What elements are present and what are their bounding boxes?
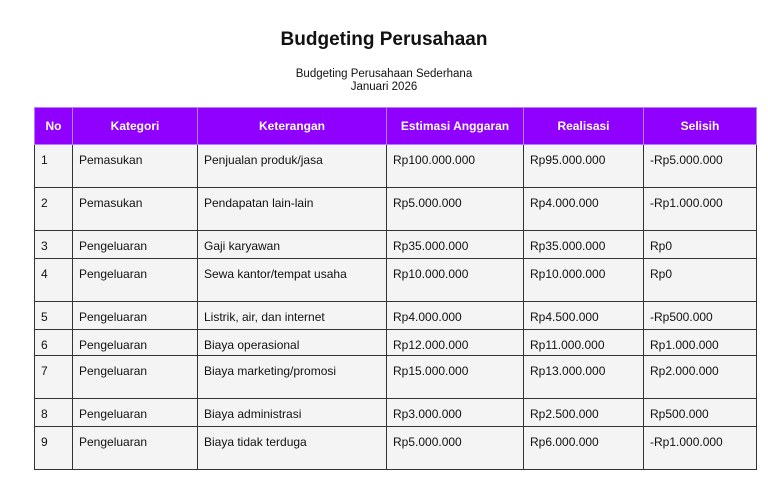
cell-selisih: -Rp1.000.000 bbox=[644, 188, 757, 231]
table-row bbox=[35, 302, 757, 330]
cell-selisih: Rp0 bbox=[644, 259, 757, 302]
page-title: Budgeting Perusahaan bbox=[280, 29, 488, 50]
cell-kategori: Pengeluaran bbox=[73, 427, 198, 470]
cell-kategori: Pengeluaran bbox=[73, 302, 198, 330]
subtitle-line-1: Budgeting Perusahaan Sederhana bbox=[295, 68, 473, 80]
cell-selisih: -Rp5.000.000 bbox=[644, 145, 757, 188]
cell-no: 9 bbox=[35, 427, 73, 470]
table-row bbox=[35, 188, 757, 231]
cell-no: 4 bbox=[35, 259, 73, 302]
cell-selisih: Rp2.000.000 bbox=[644, 356, 757, 399]
cell-kategori: Pengeluaran bbox=[73, 259, 198, 302]
cell-no: 6 bbox=[35, 330, 73, 356]
cell-estimasi: Rp10.000.000 bbox=[387, 259, 524, 302]
cell-selisih: -Rp500.000 bbox=[644, 302, 757, 330]
cell-realisasi: Rp35.000.000 bbox=[524, 231, 644, 259]
cell-no: 1 bbox=[35, 145, 73, 188]
cell-kategori: Pemasukan bbox=[73, 188, 198, 231]
cell-realisasi: Rp11.000.000 bbox=[524, 330, 644, 356]
table-row bbox=[35, 330, 757, 356]
cell-estimasi: Rp5.000.000 bbox=[387, 188, 524, 231]
cell-keterangan: Biaya tidak terduga bbox=[198, 427, 387, 470]
cell-kategori: Pengeluaran bbox=[73, 330, 198, 356]
cell-selisih: Rp1.000.000 bbox=[644, 330, 757, 356]
cell-kategori: Pengeluaran bbox=[73, 231, 198, 259]
cell-no: 5 bbox=[35, 302, 73, 330]
cell-realisasi: Rp2.500.000 bbox=[524, 399, 644, 427]
cell-realisasi: Rp13.000.000 bbox=[524, 356, 644, 399]
cell-keterangan: Biaya operasional bbox=[198, 330, 387, 356]
cell-estimasi: Rp5.000.000 bbox=[387, 427, 524, 470]
cell-realisasi: Rp4.000.000 bbox=[524, 188, 644, 231]
header-no: No bbox=[35, 108, 73, 145]
cell-realisasi: Rp95.000.000 bbox=[524, 145, 644, 188]
cell-estimasi: Rp3.000.000 bbox=[387, 399, 524, 427]
budget-table bbox=[34, 107, 757, 470]
cell-estimasi: Rp35.000.000 bbox=[387, 231, 524, 259]
cell-estimasi: Rp15.000.000 bbox=[387, 356, 524, 399]
cell-selisih: Rp0 bbox=[644, 231, 757, 259]
cell-realisasi: Rp4.500.000 bbox=[524, 302, 644, 330]
header-keterangan: Keterangan bbox=[198, 108, 387, 145]
cell-keterangan: Listrik, air, dan internet bbox=[198, 302, 387, 330]
table-row bbox=[35, 259, 757, 302]
cell-realisasi: Rp6.000.000 bbox=[524, 427, 644, 470]
cell-no: 7 bbox=[35, 356, 73, 399]
cell-kategori: Pengeluaran bbox=[73, 399, 198, 427]
cell-kategori: Pengeluaran bbox=[73, 356, 198, 399]
cell-estimasi: Rp12.000.000 bbox=[387, 330, 524, 356]
subtitle-line-2: Januari 2026 bbox=[350, 81, 418, 93]
header-estimasi-anggaran: Estimasi Anggaran bbox=[387, 108, 524, 145]
header-selisih: Selisih bbox=[644, 108, 757, 145]
header-kategori: Kategori bbox=[73, 108, 198, 145]
cell-no: 3 bbox=[35, 231, 73, 259]
cell-realisasi: Rp10.000.000 bbox=[524, 259, 644, 302]
cell-estimasi: Rp100.000.000 bbox=[387, 145, 524, 188]
table-row bbox=[35, 231, 757, 259]
header-realisasi: Realisasi bbox=[524, 108, 644, 145]
page-subtitle bbox=[0, 68, 768, 94]
cell-keterangan: Biaya marketing/promosi bbox=[198, 356, 387, 399]
cell-keterangan: Penjualan produk/jasa bbox=[198, 145, 387, 188]
cell-keterangan: Gaji karyawan bbox=[198, 231, 387, 259]
cell-no: 8 bbox=[35, 399, 73, 427]
cell-keterangan: Pendapatan lain-lain bbox=[198, 188, 387, 231]
cell-kategori: Pemasukan bbox=[73, 145, 198, 188]
table-row bbox=[35, 145, 757, 188]
cell-keterangan: Biaya administrasi bbox=[198, 399, 387, 427]
table-row bbox=[35, 427, 757, 470]
table-header-row bbox=[35, 108, 757, 145]
cell-no: 2 bbox=[35, 188, 73, 231]
cell-selisih: Rp500.000 bbox=[644, 399, 757, 427]
cell-estimasi: Rp4.000.000 bbox=[387, 302, 524, 330]
cell-keterangan: Sewa kantor/tempat usaha bbox=[198, 259, 387, 302]
table-row bbox=[35, 356, 757, 399]
table-row bbox=[35, 399, 757, 427]
cell-selisih: -Rp1.000.000 bbox=[644, 427, 757, 470]
